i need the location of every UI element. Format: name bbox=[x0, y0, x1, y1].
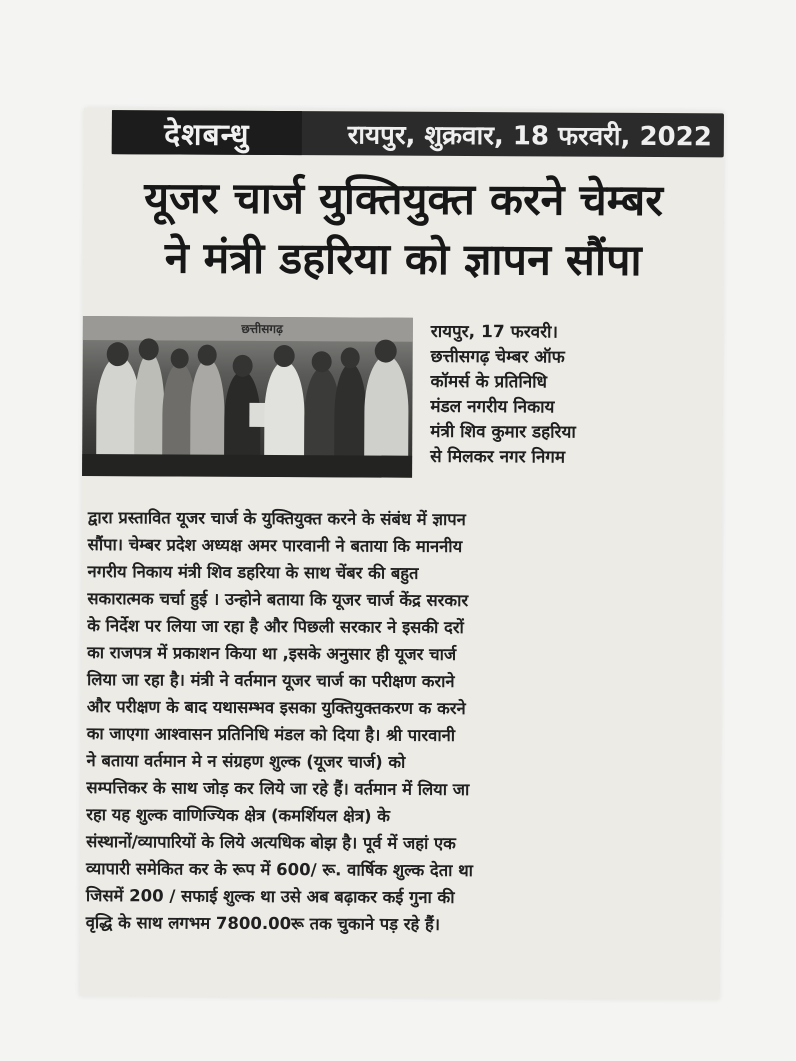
person-head bbox=[139, 338, 159, 360]
body-line: सकारात्मक चर्चा हुई । उन्होने बताया कि यूजर चार्ज केंद्र सरकार bbox=[87, 589, 469, 611]
person-head bbox=[107, 342, 129, 366]
photo-floor bbox=[82, 454, 412, 478]
body-line: रहा यह शुल्क वाणिज्यिक क्षेत्र (कमर्शियल क्षेत्र) के bbox=[86, 805, 391, 826]
body-line: लिया जा रहा है। मंत्री ने वर्तमान यूजर चार्ज का परीक्षण कराने bbox=[86, 670, 455, 691]
body-line: जिसमें 200 / सफाई शुल्क था उसे अब बढ़ाकर कई गुना की bbox=[85, 886, 455, 907]
person-head bbox=[341, 347, 360, 368]
body-line: ने बताया वर्तमान मे न संग्रहण शुल्क (यूजर चार्ज) को bbox=[86, 751, 406, 772]
person-head bbox=[274, 345, 295, 367]
person-silhouette bbox=[334, 363, 367, 467]
body-line: सौंपा। चेम्बर प्रदेश अध्यक्ष अमर पारवानी ने बताया कि माननीय bbox=[87, 535, 463, 556]
intro-line: मंत्री शिव कुमार डहरिया bbox=[430, 421, 576, 443]
newspaper-logo: देशबन्धु bbox=[112, 110, 302, 155]
intro-line: छत्तीसगढ़ चेम्बर ऑफ bbox=[430, 346, 565, 368]
photo-banner-text: छत्तीसगढ़ bbox=[241, 321, 283, 337]
intro-line: रायपुर, 17 फरवरी। bbox=[430, 321, 558, 343]
body-line: द्वारा प्रस्तावित यूजर चार्ज के युक्तियुक्त करने के संबंध में ज्ञापन bbox=[87, 508, 466, 530]
person-silhouette bbox=[134, 352, 165, 467]
article-intro-column bbox=[430, 320, 673, 471]
body-line: और परीक्षण के बाद यथासम्भव इसका युक्तियुक्तकरण क करने bbox=[86, 697, 466, 719]
news-photo bbox=[82, 316, 413, 478]
body-line: का जाएगा आश्वासन प्रतिनिधि मंडल को दिया है। श्री पारवानी bbox=[86, 724, 456, 745]
headline bbox=[83, 168, 724, 291]
person-silhouette bbox=[364, 355, 409, 467]
person-silhouette bbox=[190, 359, 225, 467]
person-head bbox=[312, 351, 332, 372]
intro-line: से मिलकर नगर निगम bbox=[430, 446, 566, 468]
body-line: सम्पत्तिकर के साथ जोड़ कर लिये जा रहे हैं। वर्तमान में लिया जा bbox=[86, 778, 470, 800]
body-line: का राजपत्र में प्रकाशन किया था ,इसके अनुसार ही यूजर चार्ज bbox=[87, 643, 457, 664]
body-line: व्यापारी समेकित कर के रूप में 600/ रू. वार्षिक शुल्क देता था bbox=[85, 859, 474, 881]
photo-backdrop-banner bbox=[83, 316, 413, 342]
person-head bbox=[375, 340, 397, 363]
person-head bbox=[198, 345, 217, 366]
body-line: नगरीय निकाय मंत्री शिव डहरिया के साथ चेंबर की बहुत bbox=[87, 562, 419, 583]
body-line: के निर्देश पर लिया जा रहा है और पिछली सरकार ने इसकी दरों bbox=[87, 616, 464, 637]
headline-line-1: यूजर चार्ज युक्तियुक्त करने चेम्बर bbox=[144, 173, 663, 227]
body-line: संस्थानों/व्यापारियों के लिये अत्यधिक बोझ है। पूर्व में जहां एक bbox=[86, 832, 456, 853]
person-silhouette bbox=[264, 361, 305, 467]
headline-line-2: ने मंत्री डहरिया को ज्ञापन सौंपा bbox=[164, 233, 642, 286]
intro-line: मंडल नगरीय निकाय bbox=[430, 396, 555, 418]
dateline: रायपुर, शुक्रवार, 18 फरवरी, 2022 bbox=[347, 120, 712, 153]
masthead bbox=[112, 110, 724, 157]
intro-line: कॉमर्स के प्रतिनिधि bbox=[430, 371, 548, 393]
body-line: वृद्धि के साथ लगभम 7800.00रू तक चुकाने पड़ रहे हैं। bbox=[85, 913, 441, 934]
person-head bbox=[233, 355, 253, 377]
newspaper-clipping bbox=[79, 108, 724, 999]
person-head bbox=[171, 348, 189, 368]
article-body bbox=[86, 504, 668, 939]
